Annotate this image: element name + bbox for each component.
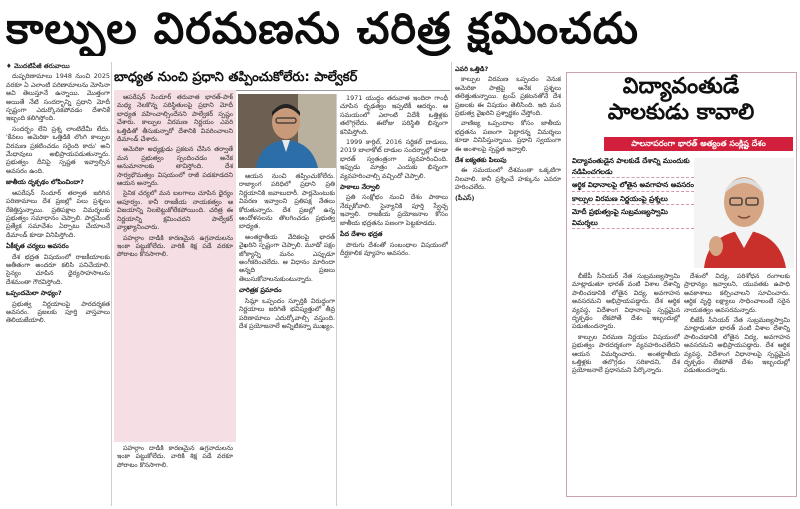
sidebar-paragraph: కాల్పుల విరమణ నిర్ణయం విషయంలో ప్రభుత్వం పారదర్శకంగా వ్యవహరించలేదని ఆయన విమర్శించారు. అంతర్జాతీయ ఒత్తిళ్లకు తలొగ్గడం సరికాదని, దేశ ప్రయోజనాలే ప్రధానమని పేర్కొన్నారు. [572, 332, 680, 375]
sidebar-blurb-line: కాల్పుల విరమణ నిర్ణయంపై ప్రశ్నలు [572, 194, 694, 206]
col3-subheading: చారిత్రక ప్రమాదం [239, 286, 282, 295]
col1-paragraph: సందర్భం లేని ప్రశ్న లాంటిదేమీ లేదు. 'కేవలం అమెరికా ఒత్తిడికి లొంగి కాల్పుల విరమణ ప్రకటించడం సరైంది కాదు' అని మేధావులు అభిప్రాయపడుతున్నారు. ప్రభుత్వం దీనిపై స్పష్టత ఇవ్వాల్సిన అవసరం ఉంది. [6, 124, 110, 175]
col5-paragraph: వాణిజ్య ఒప్పందాల కోసం జాతీయ భద్రతను పణంగా పెట్టారన్న విమర్శలు కూడా వినిపిస్తున్నాయి. ప్రధాని స్వయంగా ఈ అంశాలపై స్పష్టత ఇవ్వాలి. [455, 119, 561, 153]
col4-subheading: పేద దేశాల భద్రత [340, 230, 383, 239]
sidebar-column-1 [572, 272, 680, 492]
col2-paragraph: సైనిక చర్యలో మన బలగాలు చూపిన ధైర్యం అపూర్వం. కానీ రాజకీయ నాయకత్వం ఆ విజయాన్ని నిలబెట్టుకోలేకపోయింది. చరిత్ర ఈ నిర్ణయాన్ని క్షమించదని పాల్వేకర్ వ్యాఖ్యానించారు. [117, 189, 233, 232]
col1-paragraph: దేశ భద్రత విషయంలో రాజకీయాలకు అతీతంగా అందరూ కలిసి పనిచేయాలి. సైన్యం చూపిన ధైర్యసాహసాలను దేశమంతా గౌరవిస్తోంది. [6, 252, 110, 286]
column-2 [117, 93, 233, 439]
col3-paragraph: ఆయన నుంచి తప్పించుకోలేరు. రాజ్యాంగ పరిధిలో ప్రధాని ప్రతి నిర్ణయానికి జవాబుదారీ. పార్లమెంటుకు వివరణ ఇవ్వాలని ప్రతిపక్ష నేతలు కోరుతున్నారు. దేశ ప్రజల్లో ఉన్న ఆందోళనలను తొలగించడం ప్రభుత్వ బాధ్యత. [239, 172, 335, 231]
col3-paragraph: సిమ్లా ఒప్పందం స్ఫూర్తికి విరుద్ధంగా నిర్ణయాలు జరిగితే భవిష్యత్తులో తీవ్ర పరిణామాలు ఎదుర్కోవాల్సి వస్తుంది. దేశ ప్రయోజనాలే అన్నిటికన్నా ముఖ్యం. [239, 296, 335, 330]
sidebar-blurb-line: మోదీ ప్రభుత్వంపై సుబ్రమణ్యస్వామి విమర్శలు [572, 207, 694, 229]
byline: ♦ మొదటిపేజీ తరువాయి [6, 62, 70, 70]
sidebar-blurb-line: విద్యావంతుడైన పాలకుడే దేశాన్ని ముందుకు నడిపించగలడు [572, 156, 694, 178]
col2-paragraph: పహల్గాం దాడికి కారణమైన ఉగ్రవాదులను ఇంకా పట్టుకోలేదు. వారికి శిక్ష పడే వరకూ పోరాటం కొనసాగాలి. [117, 233, 233, 259]
column-5 [455, 62, 561, 506]
sidebar-paragraph: బీజేపీ సీనియర్ నేత సుబ్రమణ్యస్వామి మాట్లాడుతూ భారత్ వంటి విశాల దేశాన్ని పాలించడానికి లోతైన విద్య, అవగాహన అవసరమని అభిప్రాయపడ్డారు. దేశ ఆర్థిక వ్యవస్థ, విదేశాంగ విధానాలపై స్పష్టమైన దృక్పథం లేకపోతే దేశం ఇబ్బందుల్లో పడుతుందన్నారు. [572, 272, 680, 331]
col5-credit: (పీఎస్) [455, 193, 475, 202]
col5-subheading: దేశ ఐక్యతకు పిలుపు [455, 156, 507, 165]
column-1 [6, 62, 110, 506]
col2-paragraph: అమెరికా అధ్యక్షుడు ప్రకటన చేసిన తర్వాతే మన ప్రభుత్వం స్పందించడం అనేక అనుమానాలకు తావిస్తోంది. దేశ సార్వభౌమత్వం విషయంలో రాజీ పడకూడదని ఆయన అన్నారు. [117, 145, 233, 188]
column-divider [336, 94, 337, 506]
col3-paragraph: అంతర్జాతీయ వేదికలపై భారత్ వైఖరిని స్పష్టంగా చెప్పాలి. మూడో పక్షం జోక్యాన్ని మనం ఎప్పుడూ అంగీకరించలేదు. ఆ విధానం మారిందా అన్నది ప్రజలు తెలుసుకోవాలనుకుంటున్నారు. [239, 232, 335, 283]
col5-paragraph: కాల్పుల విరమణ ఒప్పందం వెనుక అమెరికా పాత్రపై అనేక ప్రశ్నలు తలెత్తుతున్నాయి. ట్రంప్ ప్రకటనతోనే దేశ ప్రజలకు ఈ విషయం తెలిసింది. ఇది మన ప్రభుత్వ వైఖరిని ప్రశ్నార్థకం చేస్తోంది. [455, 75, 561, 118]
column-divider [451, 62, 452, 506]
sidebar-red-band: పాలనాపరంగా భారత్ అత్యంత సంక్లిష్ట దేశం [604, 137, 793, 151]
col4-paragraph: 1971 యుద్ధం తరువాత ఇందిరా గాంధీ చూపిన దృఢత్వం ఇప్పటికీ ఆదర్శం. ఆ సమయంలో ఎలాంటి విదేశీ ఒత్తిళ్లకు తలొగ్గలేదు. ఈరోజు పరిస్థితి భిన్నంగా కనిపిస్తోంది. [340, 94, 448, 136]
photo-palvekar [238, 94, 336, 168]
col4-paragraph: పొరుగు దేశంతో సంబంధాల విషయంలో దీర్ఘకాలిక వ్యూహం అవసరం. [340, 240, 448, 257]
column-3 [239, 172, 335, 506]
sidebar-title-line-2: పాలకుడు కావాలి [607, 100, 755, 125]
col1-paragraph: ఆపరేషన్ సిందూర్ తర్వాత జరిగిన పరిణామాలు దేశ ప్రజల్లో పలు ప్రశ్నలు రేకెత్తిస్తున్నాయి. ప్రతిపక్షాల విమర్శలకు ప్రభుత్వం సమాధానం చెప్పాలి. పార్లమెంట్ ప్రత్యేక సమావేశం ఏర్పాటు చేయాలనే డిమాండ్ కూడా వినిపిస్తోంది. [6, 188, 110, 239]
sidebar-title-line-1: విద్యావంతుడే [622, 74, 740, 99]
col1-paragraph: ప్రభుత్వ నిర్ణయాలపై పారదర్శకత అవసరం. ప్రజలకు పూర్తి వాస్తవాలు తెలియజేయాలి. [6, 299, 110, 325]
sidebar-blurb [572, 156, 694, 231]
headline: కాల్పుల విరమణను చరిత్ర క్షమించదు [6, 4, 640, 54]
col1-paragraph: దుష్పరిణామాలు 1948 నుంచి 2025 వరకూ ఏ ఎలాంటి పరిణామాలను మోసినా అవి తెలుస్తూనే ఉన్నాయి. మొత్తంగా అయితే నేటి సందర్భాన్ని ప్రధాని మోదీ స్పష్టంగా ఎదుర్కొనకపోవడం దేశానికే ఇబ్బంది కలిగిస్తోంది. [6, 72, 110, 123]
column-4 [340, 94, 448, 506]
col2-paragraph: ఆపరేషన్ సిందూర్ తరువాత భారత్-పాక్ మధ్య నెలకొన్న పరిస్థితులపై ప్రధాని మోదీ బాధ్యత వహించాల్సిందేనని పాల్వేకర్ స్పష్టం చేశారు. కాల్పుల విరమణ నిర్ణయం ఎవరి ఒత్తిడితో తీసుకున్నారో దేశానికి వివరించాలని డిమాండ్ చేశారు. [117, 93, 233, 144]
sidebar-paragraph: దేశంలో విద్య, పరిశోధన రంగాలకు ప్రాధాన్యం ఇవ్వాలని, యువతకు ఉపాధి అవకాశాలు కల్పించాలని సూచించారు. ఆర్థిక వృద్ధి లక్ష్యాలు సాధించాలంటే సరైన నాయకత్వం అవసరమన్నారు. [684, 272, 790, 314]
col4-paragraph: ప్రతి సంక్షోభం నుంచి దేశం పాఠాలు నేర్చుకోవాలి. సైన్యానికి పూర్తి స్వేచ్ఛ ఇవ్వాలి. రాజకీయ ప్రయోజనాల కోసం జాతీయ భద్రతను పణంగా పెట్టకూడదు. [340, 193, 448, 227]
col4-subheading: పాఠాలు నేర్వాలి [340, 183, 380, 192]
article-subhead: బాధ్యత నుంచి ప్రధాని తప్పించుకోలేరు: పాల్వేకర్ [114, 70, 450, 91]
col4-paragraph: 1999 కార్గిల్, 2016 సర్జికల్ దాడులు, 2019 బాలాకోట్ దాడుల సందర్భాల్లో కూడా భారత్ స్వతంత్రంగా వ్యవహరించింది. ఇప్పుడు మాత్రం ఎందుకు భిన్నంగా వ్యవహరించాల్సి వచ్చిందో చెప్పాలి. [340, 138, 448, 180]
col2-paragraph: పహల్గాం దాడికి కారణమైన ఉగ్రవాదులను ఇంకా పట్టుకోలేదు. వారికి శిక్ష పడే వరకూ పోరాటం కొనసాగాలి. [117, 444, 233, 469]
col1-subheading: ఏకీకృత చర్యలు అవసరం [6, 242, 69, 251]
col1-subheading: ఒప్పందమెలా సాధ్యం? [6, 289, 62, 298]
col1-subheading: జాతీయ దృక్పథం లోపించిందా? [6, 178, 84, 187]
sidebar-column-2 [684, 272, 790, 492]
col5-paragraph: ఈ సమయంలో దేశమంతా ఒక్కటిగా నిలవాలి. కానీ ప్రశ్నించే హక్కును ఎవరూ హరించలేరు. [455, 166, 561, 192]
column-2-tail [117, 444, 233, 506]
sidebar-paragraph: బీజేపీ సీనియర్ నేత సుబ్రమణ్యస్వామి మాట్లాడుతూ భారత్ వంటి విశాల దేశాన్ని పాలించడానికి లోతైన విద్య, అవగాహన అవసరమని అభిప్రాయపడ్డారు. దేశ ఆర్థిక వ్యవస్థ, విదేశాంగ విధానాలపై స్పష్టమైన దృక్పథం లేకపోతే దేశం ఇబ్బందుల్లో పడుతుందన్నారు. [684, 316, 790, 375]
sidebar-blurb-line: ఆర్థిక విధానాలపై లోతైన అవగాహన అవసరం [572, 180, 694, 192]
col5-subheading: ఎవరి ఒత్తిడి? [455, 65, 489, 73]
sidebar-title [570, 74, 792, 126]
column-divider [111, 62, 112, 506]
photo-swamy [694, 158, 794, 268]
